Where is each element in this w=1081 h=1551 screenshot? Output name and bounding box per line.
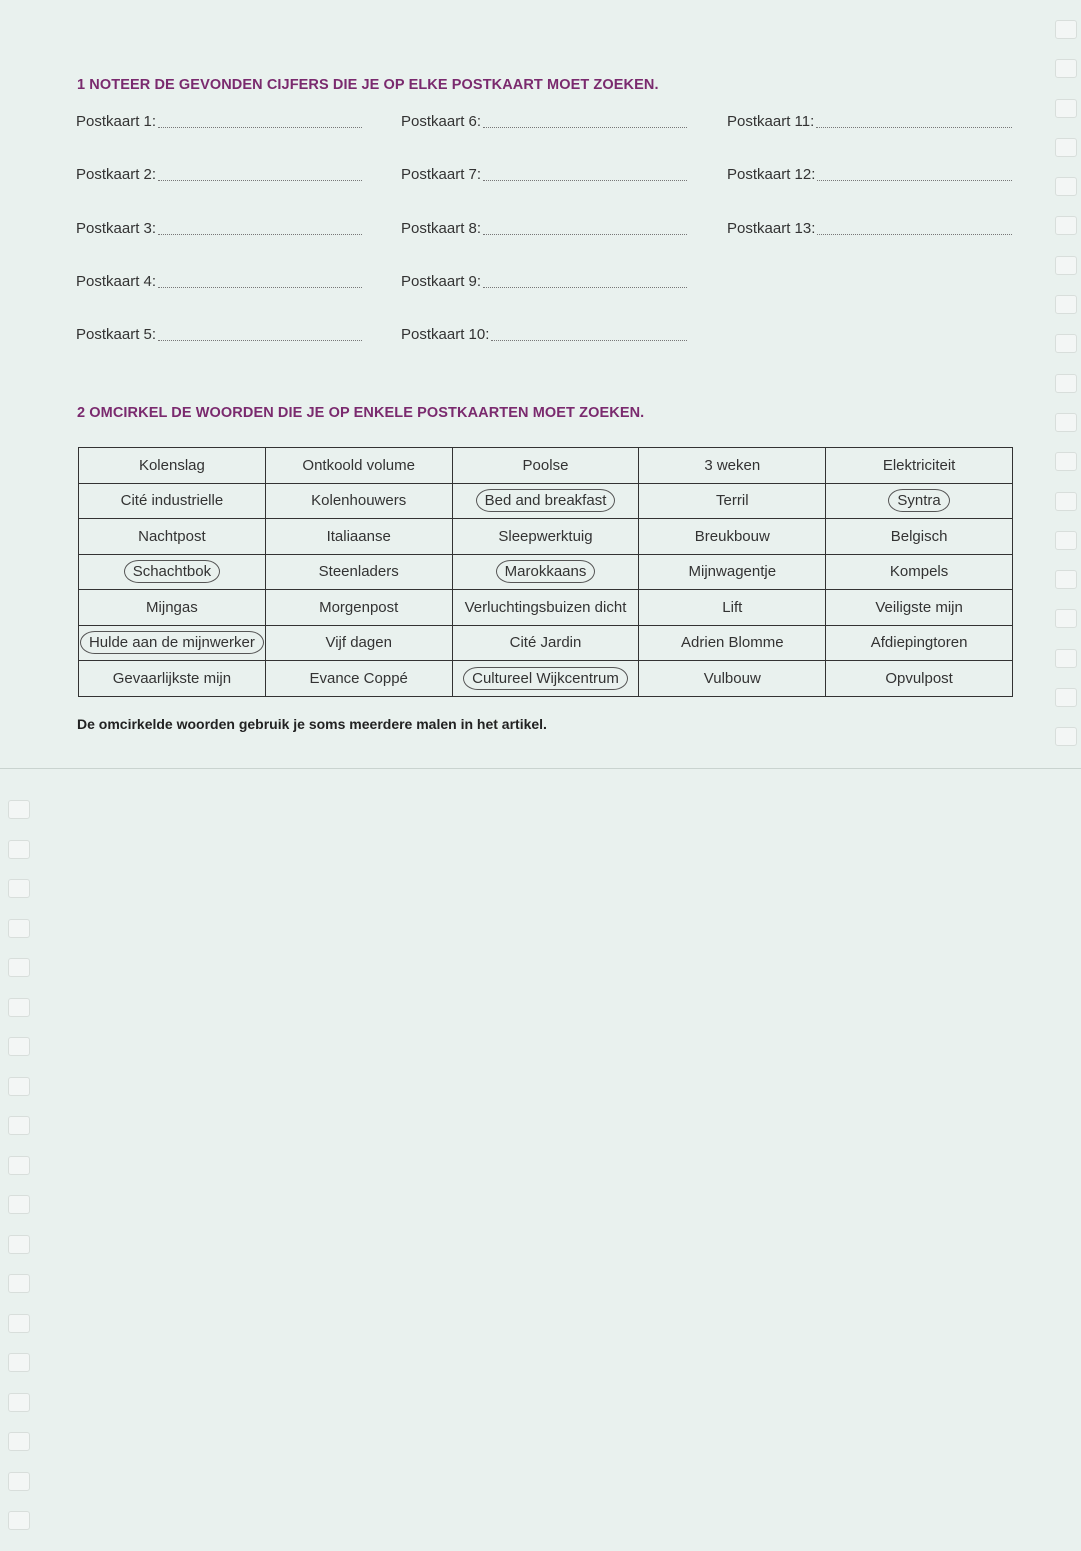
answer-dotted-line[interactable] (158, 126, 362, 128)
table-row (79, 590, 1013, 626)
word-text: Opvulpost (885, 669, 953, 687)
perforation-hole (1055, 256, 1077, 275)
word-cell[interactable] (639, 519, 826, 555)
word-text: Nachtpost (138, 527, 206, 545)
circled-word: Schachtbok (124, 560, 220, 583)
perforation-hole (1055, 99, 1077, 118)
perforation-hole (1055, 334, 1077, 353)
perforation-hole (1055, 492, 1077, 511)
word-cell[interactable] (452, 519, 639, 555)
postkaart-label: Postkaart 4: (76, 272, 157, 290)
perforation-hole (1055, 649, 1077, 668)
word-text: Kompels (889, 563, 949, 581)
word-cell[interactable] (79, 590, 266, 626)
perforation-hole (8, 919, 30, 938)
perforation-hole (1055, 216, 1077, 235)
word-text: 3 weken (704, 456, 761, 474)
perforation-hole (1055, 570, 1077, 589)
word-text: Poolse (522, 456, 569, 474)
word-text: Italiaanse (326, 527, 391, 545)
perforation-hole (8, 1393, 30, 1412)
word-text: Lift (722, 598, 743, 616)
answer-dotted-line[interactable] (816, 126, 1012, 128)
word-cell[interactable] (79, 661, 266, 697)
word-cell[interactable] (639, 448, 826, 484)
circled-word: Bed and breakfast (476, 489, 616, 512)
perforation-hole (1055, 452, 1077, 471)
postkaart-label: Postkaart 9: (401, 272, 482, 290)
postkaart-label: Postkaart 8: (401, 219, 482, 237)
word-cell[interactable] (79, 519, 266, 555)
perforation-hole (1055, 609, 1077, 628)
postkaart-label: Postkaart 2: (76, 166, 157, 184)
perforation-hole (8, 800, 30, 819)
table-row (79, 519, 1013, 555)
perforation-hole (8, 1156, 30, 1175)
word-cell[interactable] (79, 448, 266, 484)
answer-dotted-line[interactable] (158, 339, 362, 341)
perforation-hole (1055, 20, 1077, 39)
word-cell[interactable] (639, 625, 826, 661)
word-cell[interactable] (826, 590, 1013, 626)
word-text: Vulbouw (703, 669, 761, 687)
word-cell[interactable] (265, 519, 452, 555)
word-cell[interactable] (265, 448, 452, 484)
word-cell[interactable] (79, 625, 266, 661)
footnote: De omcirkelde woorden gebruik je soms meerdere malen in het artikel. (77, 716, 547, 732)
answer-dotted-line[interactable] (483, 233, 687, 235)
word-cell[interactable] (452, 661, 639, 697)
perforation-hole (8, 1077, 30, 1096)
perforation-hole (8, 1195, 30, 1214)
word-cell[interactable] (265, 661, 452, 697)
postkaart-column-1 (76, 113, 362, 379)
word-cell[interactable] (639, 554, 826, 590)
word-cell[interactable] (79, 554, 266, 590)
word-cell[interactable] (639, 661, 826, 697)
perforation-hole (8, 840, 30, 859)
circled-word: Syntra (888, 489, 949, 512)
perforation-hole (1055, 688, 1077, 707)
word-cell[interactable] (452, 554, 639, 590)
word-cell[interactable] (639, 590, 826, 626)
postkaart-row (76, 326, 362, 379)
table-row (79, 625, 1013, 661)
perforation-strip-left (8, 800, 30, 1551)
word-cell[interactable] (452, 590, 639, 626)
word-cell[interactable] (639, 483, 826, 519)
word-cell[interactable] (265, 625, 452, 661)
word-cell[interactable] (79, 483, 266, 519)
perforation-hole (1055, 138, 1077, 157)
postkaart-label: Postkaart 13: (727, 219, 816, 237)
word-text: Morgenpost (319, 598, 399, 616)
word-cell[interactable] (826, 661, 1013, 697)
perforation-strip-right (1055, 20, 1077, 767)
table-row (79, 448, 1013, 484)
perforation-hole (8, 1235, 30, 1254)
answer-dotted-line[interactable] (817, 233, 1012, 235)
perforation-hole (8, 1116, 30, 1135)
word-text: Belgisch (890, 527, 948, 545)
perforation-hole (8, 1037, 30, 1056)
word-cell[interactable] (452, 625, 639, 661)
word-text: Steenladers (318, 563, 399, 581)
word-text: Mijngas (146, 598, 198, 616)
postkaart-row (727, 166, 1012, 219)
word-text: Cité industrielle (120, 492, 224, 510)
perforation-hole (8, 998, 30, 1017)
postkaart-column-2 (401, 113, 687, 379)
word-cell[interactable] (826, 448, 1013, 484)
postkaart-row (401, 273, 687, 326)
perforation-hole (8, 958, 30, 977)
word-text: Terril (716, 492, 749, 510)
page-fold-line (0, 768, 1081, 769)
perforation-hole (1055, 413, 1077, 432)
postkaart-row (76, 273, 362, 326)
word-cell[interactable] (452, 448, 639, 484)
perforation-hole (8, 1472, 30, 1491)
postkaart-label: Postkaart 12: (727, 166, 816, 184)
postkaart-label: Postkaart 6: (401, 113, 482, 130)
postkaart-row (727, 220, 1012, 273)
postkaart-row (401, 113, 687, 166)
word-text: Elektriciteit (882, 456, 956, 474)
answer-dotted-line[interactable] (483, 126, 687, 128)
word-cell[interactable] (826, 554, 1013, 590)
word-text: Kolenhouwers (311, 492, 407, 510)
postkaart-label: Postkaart 3: (76, 219, 157, 237)
word-cell[interactable] (826, 483, 1013, 519)
perforation-hole (1055, 295, 1077, 314)
postkaart-row (76, 166, 362, 219)
answer-dotted-line[interactable] (158, 179, 362, 181)
word-text: Sleepwerktuig (498, 527, 593, 545)
postkaart-label: Postkaart 11: (727, 113, 815, 130)
word-cell[interactable] (265, 590, 452, 626)
word-grid (78, 447, 1013, 697)
word-text: Veiligste mijn (875, 598, 963, 616)
section2-heading: 2 OMCIRKEL DE WOORDEN DIE JE OP ENKELE POSTKAARTEN MOET ZOEKEN. (77, 405, 645, 421)
answer-dotted-line[interactable] (483, 286, 687, 288)
table-row (79, 661, 1013, 697)
perforation-hole (8, 1353, 30, 1372)
word-text: Afdiepingtoren (870, 634, 968, 652)
postkaart-label: Postkaart 1: (76, 113, 157, 130)
postkaart-row (76, 113, 362, 166)
word-text: Evance Coppé (309, 669, 408, 687)
perforation-hole (1055, 59, 1077, 78)
word-text: Adrien Blomme (681, 634, 784, 652)
word-text: Cité Jardin (509, 634, 582, 652)
answer-dotted-line[interactable] (483, 179, 687, 181)
word-cell[interactable] (826, 519, 1013, 555)
postkaart-label: Postkaart 7: (401, 166, 482, 184)
perforation-hole (8, 1314, 30, 1333)
perforation-hole (1055, 531, 1077, 550)
circled-word: Hulde aan de mijnwerker (80, 631, 264, 654)
section1-heading: 1 NOTEER DE GEVONDEN CIJFERS DIE JE OP ELKE POSTKAART MOET ZOEKEN. (77, 77, 659, 93)
table-row (79, 554, 1013, 590)
postkaart-row (401, 166, 687, 219)
postkaart-row (401, 220, 687, 273)
postkaart-row (727, 113, 1012, 166)
postkaart-label: Postkaart 10: (401, 326, 490, 344)
perforation-hole (1055, 374, 1077, 393)
word-cell[interactable] (826, 625, 1013, 661)
answer-dotted-line[interactable] (158, 286, 362, 288)
postkaart-row (401, 326, 687, 379)
word-cell[interactable] (265, 554, 452, 590)
word-text: Mijnwagentje (688, 563, 777, 581)
circled-word: Marokkaans (496, 560, 596, 583)
answer-dotted-line[interactable] (817, 179, 1012, 181)
word-text: Ontkoold volume (302, 456, 415, 474)
answer-dotted-line[interactable] (491, 339, 687, 341)
answer-dotted-line[interactable] (158, 233, 362, 235)
table-row (79, 483, 1013, 519)
word-text: Verluchtingsbuizen dicht (464, 598, 627, 616)
word-text: Breukbouw (694, 527, 770, 545)
word-cell[interactable] (452, 483, 639, 519)
word-cell[interactable] (265, 483, 452, 519)
postkaart-row (76, 220, 362, 273)
perforation-hole (8, 879, 30, 898)
word-text: Gevaarlijkste mijn (112, 669, 232, 687)
circled-word: Cultureel Wijkcentrum (463, 667, 628, 690)
perforation-hole (8, 1511, 30, 1530)
word-text: Kolenslag (138, 456, 205, 474)
perforation-hole (1055, 177, 1077, 196)
postkaart-column-3 (727, 113, 1012, 273)
perforation-hole (8, 1274, 30, 1293)
word-text: Vijf dagen (325, 634, 392, 652)
perforation-hole (8, 1432, 30, 1451)
perforation-hole (1055, 727, 1077, 746)
postkaart-label: Postkaart 5: (76, 326, 157, 344)
